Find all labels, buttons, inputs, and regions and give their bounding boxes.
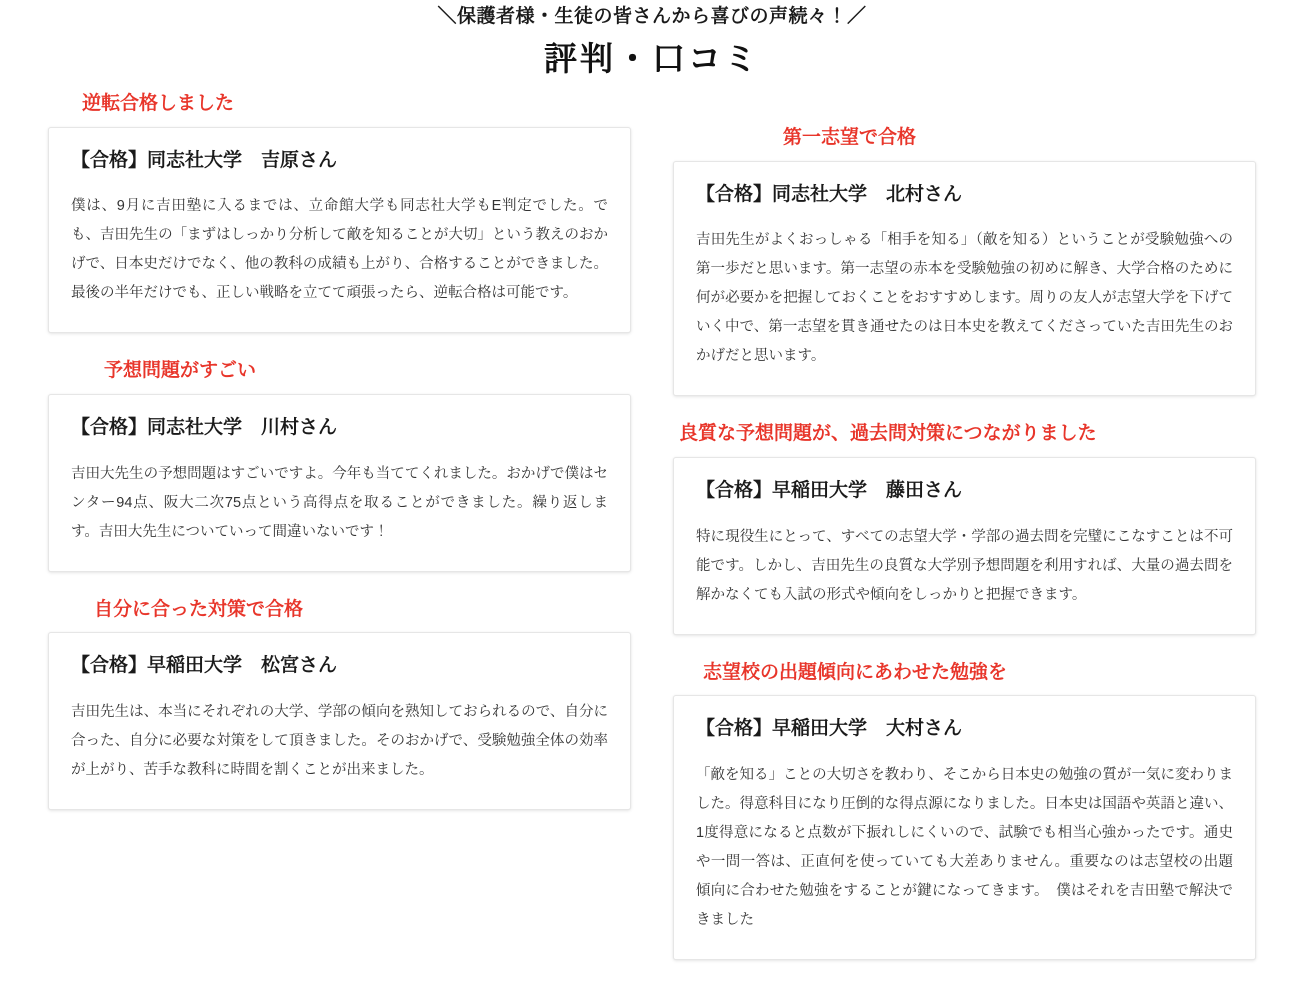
testimonial-headline: 逆転合格しました (82, 93, 235, 115)
testimonial-headline: 予想問題がすごい (104, 360, 257, 382)
testimonial-block (673, 661, 1256, 960)
testimonial-title: 【合格】早稲田大学 松宮さん (71, 655, 338, 677)
testimonial-title: 【合格】同志社大学 北村さん (696, 183, 963, 205)
testimonial-card (48, 632, 631, 810)
testimonial-title: 【合格】早稲田大学 大村さん (696, 718, 963, 740)
testimonial-body: 吉田先生は、本当にそれぞれの大学、学部の傾向を熟知しておられるので、自分に合った、自分に必要な対策をして頂きました。そのおかげで、受験勉強全体の効率が上がり、苦手な教科に時間を割くことが出来ました。 (71, 704, 608, 779)
page-header (0, 0, 1304, 78)
header-subtitle: ＼保護者様・生徒の皆さんから喜びの声続々！／ (437, 6, 867, 27)
testimonial-headline: 第一志望で合格 (783, 127, 917, 149)
testimonial-headline: 志望校の出題傾向にあわせた勉強を (703, 661, 1008, 683)
column-left (48, 92, 631, 836)
testimonial-title: 【合格】同志社大学 川村さん (71, 417, 338, 439)
testimonial-body: 特に現役生にとって、すべての志望大学・学部の過去問を完璧にこなすことは不可能です。しかし、吉田先生の良質な大学別予想問題を利用すれば、大量の過去問を解かなくても入試の形式や傾向をしっかりと把握できます。 (696, 528, 1233, 603)
testimonial-block (48, 598, 631, 810)
testimonial-block (673, 422, 1256, 634)
column-right (673, 126, 1256, 986)
testimonial-card (673, 457, 1256, 635)
testimonial-title: 【合格】同志社大学 吉原さん (71, 149, 338, 171)
testimonial-body: 僕は、9月に吉田塾に入るまでは、立命館大学も同志社大学もE判定でした。でも、吉田先生の「まずはしっかり分析して敵を知ることが大切」という教えのおかげで、日本史だけでなく、他の教科の成績も上がり、合格することができました。最後の半年だけでも、正しい戦略を立てて頑張ったら、逆転合格は可能です。 (71, 198, 608, 302)
testimonial-card (673, 695, 1256, 960)
testimonial-title: 【合格】早稲田大学 藤田さん (696, 480, 963, 502)
testimonials-columns (0, 78, 1304, 986)
testimonial-headline: 良質な予想問題が、過去問対策につながりました (679, 423, 1097, 445)
testimonial-body: 吉田先生がよくおっしゃる「相手を知る」（敵を知る）ということが受験勉強への第一歩だと思います。第一志望の赤本を受験勉強の初めに解き、大学合格のために何が必要かを把握しておくことをおすすめします。周りの友人が志望大学を下げていく中で、第一志望を貫き通せたのは日本史を教えてくださっていた吉田先生のおかげだと思います。 (696, 232, 1233, 365)
testimonial-body: 吉田大先生の予想問題はすごいですよ。今年も当ててくれました。おかげで僕はセンター94点、阪大二次75点という高得点を取ることができました。繰り返します。吉田大先生についていって間違いないです！ (71, 465, 608, 540)
testimonial-block (48, 359, 631, 571)
testimonial-card (48, 127, 631, 334)
testimonial-body: 「敵を知る」ことの大切さを教わり、そこから日本史の勉強の質が一気に変わりました。得意科目になり圧倒的な得点源になりました。日本史は国語や英語と違い、1度得意になると点数が下振れしにくいので、試験でも相当心強かったです。通史や一問一答は、正直何を使っていても大差ありません。重要なのは志望校の出題傾向に合わせた勉強をすることが鍵になってきます。 僕はそれを吉田塾で解決できました (696, 767, 1233, 929)
testimonial-block (48, 92, 631, 333)
testimonial-card (673, 161, 1256, 397)
page-title: 評判・口コミ (544, 39, 760, 77)
testimonial-block (673, 126, 1256, 396)
testimonial-headline: 自分に合った対策で合格 (94, 598, 304, 620)
testimonial-card (48, 394, 631, 572)
